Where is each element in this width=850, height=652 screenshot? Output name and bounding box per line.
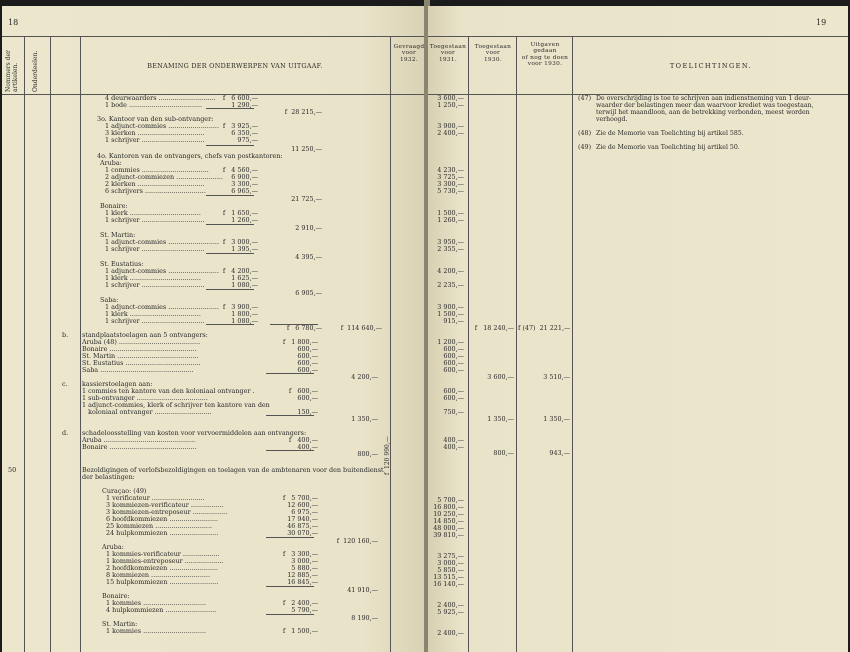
- section-amount: f 400,—: [288, 436, 318, 444]
- header-requested: [392, 44, 426, 63]
- sum-rule: [206, 145, 254, 146]
- group-amount: f 1 500,—: [282, 627, 318, 635]
- group-amount: 17 940,—: [287, 515, 318, 523]
- header-subdivisions: Onderdeelen.: [32, 50, 39, 92]
- group-row: 1 kommies-entreposeur ...................: [106, 557, 224, 565]
- section-title: schadeloosstelling van kosten voor vervoermiddelen aan ontvangers:: [82, 429, 307, 437]
- line-amount: 6 965,—: [231, 187, 258, 195]
- amount-1931: 3 725,—: [437, 173, 464, 181]
- group-amount: f 5 700,—: [282, 494, 318, 502]
- group-amount: 46 875,—: [287, 522, 318, 530]
- amount-1931: 5 925,—: [437, 608, 464, 616]
- line-item: 1 adjunct-commies .........................: [105, 267, 219, 275]
- header-line: Toegestaan: [474, 44, 512, 50]
- amount-1931: 1 250,—: [437, 101, 464, 109]
- amount-1931: 10 250,—: [433, 510, 464, 518]
- header-line: 1932.: [399, 56, 419, 63]
- group-row: 24 hulpkommiezen ........................: [106, 529, 219, 537]
- line-amount: f 1 650,—: [222, 209, 258, 217]
- section-letter: c.: [62, 380, 68, 388]
- amount-1931: 600,—: [443, 366, 464, 374]
- sum-rule: [266, 373, 314, 374]
- line-amount: 975,—: [237, 136, 258, 144]
- note-text: waarder der belastingen meer dan waarvoor krediet was toegestaan,: [596, 102, 814, 109]
- line-amount: 1 080,—: [231, 317, 258, 325]
- section-row: Aruba (48) ........................................: [82, 338, 201, 346]
- amount-1931: 600,—: [443, 352, 464, 360]
- section-amount: 600,—: [297, 352, 318, 360]
- line-item: 1 schrijver ...............................: [105, 245, 205, 253]
- note-label: (48): [578, 129, 592, 137]
- sum-rule: [266, 614, 314, 615]
- line-item: 1 schrijver ...............................: [105, 136, 205, 144]
- amount-spent: 1 350,—: [543, 415, 570, 423]
- group-amount: 12 600,—: [287, 501, 318, 509]
- group-amount: 6 975,—: [291, 508, 318, 516]
- amount-1931: 2 355,—: [437, 245, 464, 253]
- section-row: 1 commies ten kantore van den koloniaal ontvanger .: [82, 387, 255, 395]
- line-item: 4 deurwaarders ............................: [105, 94, 216, 102]
- group-amount: 3 000,—: [291, 557, 318, 565]
- amount-1931: 400,—: [443, 436, 464, 444]
- group-subtotal: 8 190,—: [351, 614, 378, 622]
- amount-1931: 14 850,—: [433, 517, 464, 525]
- line-item: 1 klerk ...................................: [105, 209, 201, 217]
- section-row: Aruba .............................................: [82, 436, 196, 444]
- header-line: gedaan: [533, 48, 557, 55]
- sum-rule: [270, 324, 318, 325]
- header-line: 1930.: [483, 56, 503, 63]
- note-text: terwijl het maandloon, aan de betrekking verbonden, meest worden: [596, 109, 810, 116]
- amount-1931: 3 300,—: [437, 180, 464, 188]
- page-number-right: 19: [816, 18, 827, 27]
- subtotal: 11 250,—: [291, 145, 322, 153]
- line-item: 2 klerken .................................: [105, 180, 205, 188]
- header-line: Uitgaven: [530, 42, 560, 48]
- amount-1931: 3 000,—: [437, 559, 464, 567]
- line-item: 2 adjunct-commiezen .......................: [105, 173, 223, 181]
- sum-rule: [266, 586, 314, 587]
- line-amount: 1 290,—: [231, 101, 258, 109]
- group-row: 4 hulpkommiezen .........................: [106, 606, 217, 614]
- amount-1931: 1 260,—: [437, 216, 464, 224]
- line-item: 1 adjunct-commies .........................: [105, 238, 219, 246]
- amount-1931: 3 900,—: [437, 303, 464, 311]
- group-amount: 5 880,—: [291, 564, 318, 572]
- total: f 114 640,—: [340, 324, 382, 332]
- article-title: Bezoldigingen of verlofsbezoldigingen en toelagen van de ambtenaren voor den buitendienst: [82, 466, 384, 474]
- article-title-cont: der belastingen:: [82, 473, 135, 481]
- section-amount: 400,—: [297, 443, 318, 451]
- group-row: 8 kommiezen .............................: [106, 571, 210, 579]
- sum-rule: [206, 324, 254, 325]
- section-amount: 600,—: [297, 359, 318, 367]
- amount-spent: 943,—: [549, 449, 570, 457]
- section-total: 800,—: [357, 450, 378, 458]
- line-amount: 6 350,—: [231, 129, 258, 137]
- section-title: standplaatstoelagen aan 5 ontvangers:: [82, 331, 208, 339]
- line-amount: f 3 925,—: [222, 122, 258, 130]
- amount-1930: 3 600,—: [487, 373, 514, 381]
- group-amount: f 3 300,—: [282, 550, 318, 558]
- amount-1931: 16 800,—: [433, 503, 464, 511]
- amount-1931: 1 200,—: [437, 338, 464, 346]
- line-item: Aruba:: [100, 159, 122, 167]
- amount-1931: 5 850,—: [437, 566, 464, 574]
- group-row: 1 kommies ...............................: [106, 599, 207, 607]
- col-rule: [468, 36, 469, 652]
- amount-1931: 5 700,—: [437, 496, 464, 504]
- amount-1931: 16 140,—: [433, 580, 464, 588]
- amount-1931: 600,—: [443, 394, 464, 402]
- line-amount: f 3 900,—: [222, 303, 258, 311]
- amount-1931: 1 500,—: [437, 310, 464, 318]
- header-top-rule: [428, 36, 848, 37]
- section-row: Bonaire ...........................................: [82, 345, 197, 353]
- line-item: 1 klerk ...................................: [105, 310, 201, 318]
- amount-1931: 2 400,—: [437, 629, 464, 637]
- group-subtotal: f 120 160,—: [336, 537, 378, 545]
- note-text: Zie de Memorie van Toelichting bij artikel 50.: [596, 144, 740, 151]
- group-row: 6 hoofdkommiezen ........................: [106, 515, 219, 523]
- amount-1931: 600,—: [443, 345, 464, 353]
- group-row: 15 hulpkommiezen ........................: [106, 578, 219, 586]
- amount-1931: 600,—: [443, 387, 464, 395]
- group-row: 1 kommies ...............................: [106, 627, 207, 635]
- amount-1931: 915,—: [443, 317, 464, 325]
- amount-1931: 3 900,—: [437, 122, 464, 130]
- header-granted-1931: [428, 44, 468, 63]
- col-rule: [24, 36, 25, 652]
- section-amount: 150,—: [297, 408, 318, 416]
- group-title: Bonaire:: [102, 592, 130, 600]
- group-row: 25 kommiezen ............................: [106, 522, 213, 530]
- amount-1931: 600,—: [443, 359, 464, 367]
- section-amount: 600,—: [297, 345, 318, 353]
- subtotal: f 6 780,—: [286, 324, 322, 332]
- sum-rule: [206, 195, 254, 196]
- sum-rule: [266, 450, 314, 451]
- line-amount: 1 260,—: [231, 216, 258, 224]
- amount-1931: 400,—: [443, 443, 464, 451]
- section-amount: 600,—: [297, 366, 318, 374]
- section-row: 1 sub-ontvanger ...................................: [82, 394, 208, 402]
- right-page: [428, 6, 848, 652]
- sum-rule: [206, 224, 254, 225]
- header-granted-1930: [470, 44, 516, 63]
- amount-1931: 4 200,—: [437, 267, 464, 275]
- amount-1931: 39 810,—: [433, 531, 464, 539]
- line-amount: 6 900,—: [231, 173, 258, 181]
- header-line: Gevraagd: [393, 44, 425, 50]
- section-row: Saba ..............................................: [82, 366, 194, 374]
- amount-spent: 3 510,—: [543, 373, 570, 381]
- note-label: (49): [578, 143, 592, 151]
- line-item: 3o. Kantoor van den sub-ontvanger:: [97, 115, 214, 123]
- group-row: 2 hoofdkommiezen ........................: [106, 564, 219, 572]
- line-item: St. Martin:: [100, 231, 136, 239]
- line-amount: 1 625,—: [231, 274, 258, 282]
- line-item: St. Eustatius:: [100, 260, 144, 268]
- section-total: 4 200,—: [351, 373, 378, 381]
- subtotal: 2 910,—: [295, 224, 322, 232]
- col-rule: [80, 36, 81, 652]
- section-letter: d.: [62, 429, 69, 437]
- sum-rule: [266, 537, 314, 538]
- amount-spent: f (47) 21 221,—: [518, 324, 571, 332]
- group-amount: 16 845,—: [287, 578, 318, 586]
- line-item: 1 schrijver ...............................: [105, 317, 205, 325]
- group-title: Curaçao: (49): [102, 487, 147, 495]
- line-item: Bonaire:: [100, 202, 128, 210]
- line-item: 1 commies .................................: [105, 166, 209, 174]
- group-row: 3 kommiezen-verificateur ................: [106, 501, 224, 509]
- amount-1931: 13 515,—: [433, 573, 464, 581]
- line-amount: f 3 000,—: [222, 238, 258, 246]
- section-row: koloniaal ontvanger ............................: [82, 408, 212, 416]
- section-row: 1 adjunct-commies, klerk of schrijver ten kantore van den: [82, 401, 270, 409]
- line-item: 1 adjunct-commies .........................: [105, 122, 219, 130]
- amount-1930: 800,—: [493, 449, 514, 457]
- line-amount: f 4 560,—: [222, 166, 258, 174]
- left-page: [2, 6, 426, 652]
- line-item: 1 bode ....................................: [105, 101, 203, 109]
- line-amount: 1 800,—: [231, 310, 258, 318]
- amount-1931: 1 500,—: [437, 209, 464, 217]
- subtotal: f 28 215,—: [284, 108, 322, 116]
- group-title: St. Martin:: [102, 620, 138, 628]
- header-line: voor: [440, 50, 456, 57]
- header-line: voor: [401, 50, 417, 57]
- group-row: 3 kommiezen-entreposeur .................: [106, 508, 228, 516]
- line-amount: 1 080,—: [231, 281, 258, 289]
- header-top-rule: [2, 36, 426, 37]
- page-number-left: 18: [8, 18, 19, 27]
- line-item: 1 schrijver ...............................: [105, 216, 205, 224]
- amount-1931: 750,—: [443, 408, 464, 416]
- note-text: Zie de Memorie van Toelichting bij artikel 585.: [596, 130, 744, 137]
- sum-rule: [206, 289, 254, 290]
- col-rule: [572, 36, 573, 652]
- line-item: 6 schrijvers ..............................: [105, 187, 206, 195]
- note-text: verhoogd.: [596, 116, 628, 123]
- line-item: 1 schrijver ...............................: [105, 281, 205, 289]
- amount-1931: 2 400,—: [437, 601, 464, 609]
- subtotal: 6 905,—: [295, 289, 322, 297]
- line-item: Saba:: [100, 296, 119, 304]
- header-spent-1930: [518, 42, 572, 68]
- section-amount: 600,—: [297, 394, 318, 402]
- note-text: De overschrijding is toe te schrijven aan indienstneming van 1 deur-: [596, 95, 812, 102]
- sum-rule: [266, 415, 314, 416]
- group-row: 1 verificateur ..........................: [106, 494, 205, 502]
- section-row: Bonaire ...........................................: [82, 443, 197, 451]
- article-number: 50: [8, 466, 17, 474]
- subtotal: 4 395,—: [295, 253, 322, 261]
- line-item: 1 adjunct-commies .........................: [105, 303, 219, 311]
- group-amount: 5 790,—: [291, 606, 318, 614]
- section-title: kassierstoelagen aan:: [82, 380, 153, 388]
- header-line: voor: [485, 50, 501, 57]
- sum-rule: [206, 253, 254, 254]
- section-amount: f 1 800,—: [282, 338, 318, 346]
- group-amount: f 2 400,—: [282, 599, 318, 607]
- line-item: 1 klerk ...................................: [105, 274, 201, 282]
- amount-1931: 3 600,—: [437, 94, 464, 102]
- line-amount: 3 300,—: [231, 180, 258, 188]
- section-row: St. Eustatius .....................................: [82, 359, 201, 367]
- grand-total: f 120 990,—: [384, 436, 391, 475]
- line-amount: 1 395,—: [231, 245, 258, 253]
- header-line: voor 1930.: [527, 61, 563, 68]
- header-explanations: TOELICHTINGEN.: [669, 62, 753, 70]
- amount-1931: 48 000,—: [433, 524, 464, 532]
- group-title: Aruba:: [102, 543, 124, 551]
- header-line: 1931.: [438, 56, 458, 63]
- sum-rule: [206, 108, 254, 109]
- note-label: (47): [578, 94, 592, 102]
- header-line: Toegestaan: [429, 44, 467, 50]
- section-letter: b.: [62, 331, 69, 339]
- amount-1930: 1 350,—: [487, 415, 514, 423]
- group-amount: 30 070,—: [287, 529, 318, 537]
- amount-1931: 5 730,—: [437, 187, 464, 195]
- subtotal: 21 725,—: [291, 195, 322, 203]
- amount-1931: 2 235,—: [437, 281, 464, 289]
- amount-1931: 4 230,—: [437, 166, 464, 174]
- section-amount: f 600,—: [288, 387, 318, 395]
- header-line: of nog te doen: [521, 54, 569, 61]
- header-articles: Nommers der artikelen.: [5, 50, 19, 92]
- col-rule: [516, 36, 517, 652]
- line-item: 3 klerken .................................: [105, 129, 205, 137]
- group-row: 1 kommies-verificateur ..................: [106, 550, 220, 558]
- amount-1931: 3 950,—: [437, 238, 464, 246]
- amount-1931: 3 275,—: [437, 552, 464, 560]
- group-amount: 12 885,—: [287, 571, 318, 579]
- line-item: 4o. Kantoren van de ontvangers, chefs van postkantoren:: [97, 152, 283, 160]
- amount-1930: f 18 240,—: [474, 324, 514, 332]
- section-row: St. Martin ........................................: [82, 352, 199, 360]
- header-description: BENAMING DER ONDERWERPEN VAN UITGAAF.: [147, 62, 323, 70]
- amount-1931: 2 400,—: [437, 129, 464, 137]
- col-rule: [390, 36, 391, 652]
- line-amount: f 4 200,—: [222, 267, 258, 275]
- group-subtotal: 41 910,—: [347, 586, 378, 594]
- col-rule: [50, 36, 51, 652]
- section-total: 1 350,—: [351, 415, 378, 423]
- line-amount: f 6 600,—: [222, 94, 258, 102]
